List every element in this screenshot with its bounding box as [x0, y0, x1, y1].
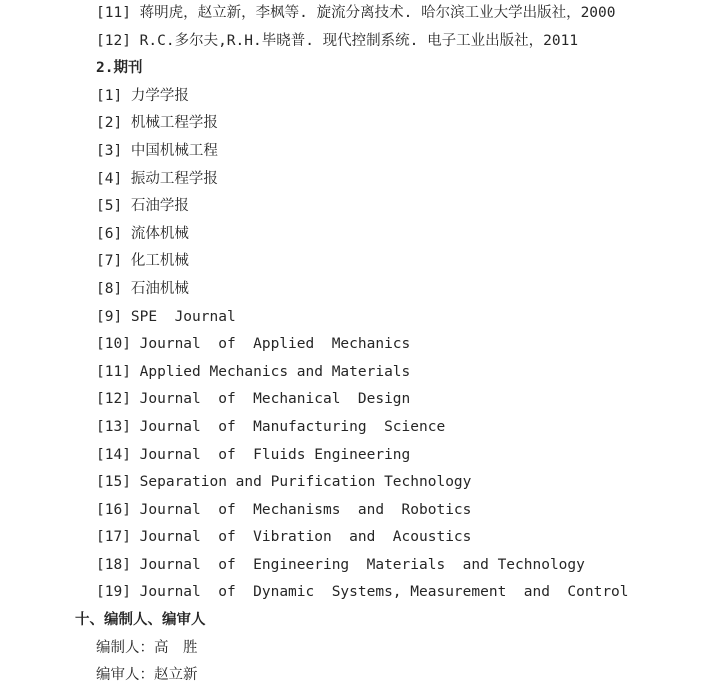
- reference-book-line: [11] 蒋明虎，赵立新，李枫等. 旋流分离技术. 哈尔滨工业大学出版社，2000: [96, 5, 616, 21]
- journal-item: [12] Journal of Mechanical Design: [96, 391, 411, 408]
- journal-item: [4] 振动工程学报: [96, 170, 218, 187]
- journal-item: [15] Separation and Purification Technology: [96, 474, 472, 491]
- editor-line-reviewer: 编审人：赵立新: [96, 667, 198, 684]
- journal-item: [9] SPE Journal: [96, 308, 236, 325]
- journals-section-heading: 2.期刊: [96, 60, 143, 77]
- journal-item: [8] 石油机械: [96, 280, 189, 297]
- journal-item: [17] Journal of Vibration and Acoustics: [96, 529, 472, 546]
- journal-item: [19] Journal of Dynamic Systems, Measurement and Control: [96, 584, 629, 601]
- journal-item: [10] Journal of Applied Mechanics: [96, 336, 411, 353]
- journal-item: [5] 石油学报: [96, 198, 189, 215]
- journal-item: [3] 中国机械工程: [96, 142, 218, 159]
- journal-item: [2] 机械工程学报: [96, 115, 218, 132]
- journal-item: [16] Journal of Mechanisms and Robotics: [96, 501, 472, 518]
- journal-item: [7] 化工机械: [96, 253, 189, 270]
- editors-section-heading: 十、编制人、编审人: [75, 612, 206, 629]
- editor-line-compiler: 编制人：高 胜: [96, 639, 198, 656]
- journal-item: [6] 流体机械: [96, 225, 189, 242]
- journal-item: [1] 力学学报: [96, 87, 189, 104]
- reference-book-line: [12] R.C.多尔夫,R.H.毕晓普. 现代控制系统. 电子工业出版社，2011: [96, 32, 579, 49]
- journal-item: [13] Journal of Manufacturing Science: [96, 418, 446, 435]
- journal-item: [14] Journal of Fluids Engineering: [96, 446, 411, 463]
- journal-item: [11] Applied Mechanics and Materials: [96, 363, 411, 380]
- journal-item: [18] Journal of Engineering Materials and Technology: [96, 556, 585, 573]
